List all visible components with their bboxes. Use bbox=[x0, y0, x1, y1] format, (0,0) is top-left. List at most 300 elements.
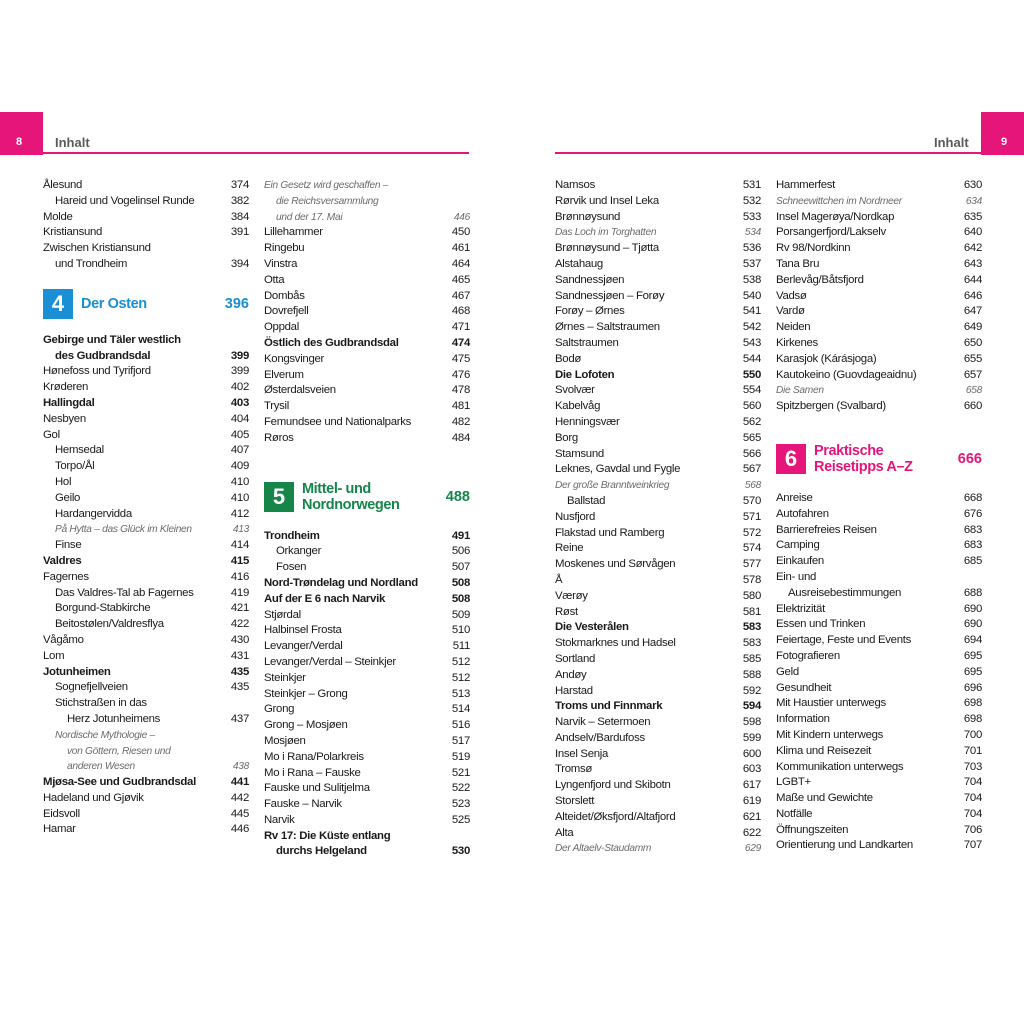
toc-entry[interactable] bbox=[555, 273, 761, 289]
toc-entry[interactable] bbox=[776, 289, 982, 305]
toc-entry-page: 583 bbox=[742, 637, 761, 650]
toc-entry[interactable] bbox=[264, 623, 470, 639]
toc-entry-page: 544 bbox=[742, 352, 761, 365]
toc-entry-title: Sandnessjøen – Forøy bbox=[555, 289, 665, 302]
toc-entry-page: 562 bbox=[742, 415, 761, 428]
toc-entry[interactable] bbox=[43, 443, 249, 459]
toc-entry-title: Fagernes bbox=[43, 570, 89, 583]
toc-entry[interactable] bbox=[555, 178, 761, 194]
toc-entry[interactable] bbox=[776, 775, 982, 791]
toc-entry[interactable] bbox=[264, 655, 470, 671]
toc-entry[interactable] bbox=[776, 241, 982, 257]
toc-entry-page: 465 bbox=[451, 273, 470, 286]
toc-entry[interactable] bbox=[776, 336, 982, 352]
toc-entry[interactable] bbox=[776, 257, 982, 273]
toc-entry[interactable] bbox=[43, 633, 249, 649]
toc-entry[interactable] bbox=[43, 380, 249, 396]
toc-entry-title: Schneewittchen im Nordmeer bbox=[776, 195, 902, 207]
toc-entry[interactable] bbox=[555, 841, 761, 857]
toc-entry-page: 394 bbox=[230, 257, 249, 270]
toc-column-4 bbox=[776, 178, 982, 854]
toc-entry[interactable] bbox=[555, 605, 761, 621]
toc-entry[interactable] bbox=[43, 554, 249, 570]
toc-entry[interactable] bbox=[555, 541, 761, 557]
toc-entry[interactable] bbox=[43, 570, 249, 586]
toc-entry[interactable] bbox=[555, 731, 761, 747]
toc-entry[interactable] bbox=[555, 478, 761, 494]
toc-entry[interactable] bbox=[264, 702, 470, 718]
toc-entry-title: Autofahren bbox=[776, 507, 829, 520]
toc-entry[interactable] bbox=[776, 617, 982, 633]
toc-entry[interactable] bbox=[264, 336, 470, 352]
toc-entry-page: 658 bbox=[965, 385, 982, 397]
toc-entry[interactable] bbox=[264, 797, 470, 813]
toc-entry-title: Lillehammer bbox=[264, 226, 323, 239]
toc-entry[interactable] bbox=[264, 368, 470, 384]
toc-entry-title: die Reichsversammlung bbox=[276, 195, 379, 207]
toc-entry[interactable] bbox=[264, 718, 470, 734]
toc-entry-title: Torpo/Ål bbox=[55, 460, 95, 473]
toc-entry[interactable] bbox=[43, 491, 249, 507]
toc-entry[interactable] bbox=[776, 807, 982, 823]
toc-entry[interactable] bbox=[264, 289, 470, 305]
toc-entry[interactable] bbox=[264, 225, 470, 241]
toc-entry-title: Svolvær bbox=[555, 384, 595, 397]
toc-entry-title: Mosjøen bbox=[264, 734, 306, 747]
toc-entry-page: 416 bbox=[230, 570, 249, 583]
toc-entry[interactable] bbox=[555, 715, 761, 731]
toc-entry-title: Levanger/Verdal – Steinkjer bbox=[264, 655, 396, 668]
toc-entry[interactable] bbox=[264, 352, 470, 368]
toc-entry-page: 415 bbox=[230, 554, 249, 567]
toc-entry[interactable] bbox=[43, 759, 249, 775]
toc-column-2 bbox=[264, 178, 470, 860]
toc-entry-page: 634 bbox=[965, 195, 982, 207]
toc-entry-title: Nesbyen bbox=[43, 412, 86, 425]
toc-entry[interactable] bbox=[43, 257, 249, 273]
toc-entry-page: 523 bbox=[451, 798, 470, 811]
toc-entry-title: Insel Magerøya/Nordkap bbox=[776, 210, 895, 223]
toc-entry-title: Ein- und bbox=[776, 570, 817, 583]
toc-entry-page: 534 bbox=[744, 227, 761, 239]
toc-entry[interactable] bbox=[555, 699, 761, 715]
toc-entry[interactable] bbox=[776, 728, 982, 744]
toc-entry-title: Steinkjer – Grong bbox=[264, 687, 348, 700]
toc-entry[interactable] bbox=[776, 570, 982, 586]
toc-entry-title: Otta bbox=[264, 273, 285, 286]
toc-entry[interactable] bbox=[776, 791, 982, 807]
toc-entry[interactable] bbox=[264, 304, 470, 320]
toc-entry-title: Hallingdal bbox=[43, 396, 95, 409]
toc-entry-page: 685 bbox=[963, 555, 982, 568]
toc-entry-page: 630 bbox=[963, 179, 982, 191]
toc-entry[interactable] bbox=[264, 639, 470, 655]
toc-entry-page: 588 bbox=[742, 668, 761, 681]
toc-entry-page: 647 bbox=[963, 305, 982, 318]
toc-entry-title: Porsangerfjord/Lakselv bbox=[776, 226, 886, 239]
chapter-6-page: 666 bbox=[957, 450, 982, 467]
toc-entry-page: 474 bbox=[451, 336, 470, 349]
toc-entry[interactable] bbox=[555, 431, 761, 447]
toc-entry-title: Steinkjer bbox=[264, 671, 306, 684]
toc-entry-page: 635 bbox=[963, 210, 982, 223]
toc-entry[interactable] bbox=[43, 680, 249, 696]
toc-entry[interactable] bbox=[555, 589, 761, 605]
toc-entry-page: 600 bbox=[742, 747, 761, 760]
toc-entry[interactable] bbox=[555, 462, 761, 478]
chapter-5-heading[interactable] bbox=[264, 481, 470, 513]
toc-entry[interactable] bbox=[555, 399, 761, 415]
toc-entry[interactable] bbox=[43, 241, 249, 257]
toc-entry-page: 482 bbox=[451, 415, 470, 428]
left-running-header: Inhalt bbox=[55, 135, 90, 150]
toc-entry[interactable] bbox=[43, 775, 249, 791]
toc-entry[interactable] bbox=[264, 210, 470, 226]
toc-entry-page: 646 bbox=[963, 289, 982, 302]
toc-entry[interactable] bbox=[555, 573, 761, 589]
toc-entry[interactable] bbox=[43, 428, 249, 444]
toc-entry-title: anderen Wesen bbox=[67, 761, 135, 773]
toc-entry[interactable] bbox=[264, 734, 470, 750]
toc-entry[interactable] bbox=[264, 560, 470, 576]
toc-entry[interactable] bbox=[776, 602, 982, 618]
toc-entry-title: Grong – Mosjøen bbox=[264, 719, 348, 732]
toc-entry[interactable] bbox=[264, 529, 470, 545]
toc-entry[interactable] bbox=[555, 620, 761, 636]
toc-entry-page: 467 bbox=[451, 289, 470, 302]
toc-entry[interactable] bbox=[776, 320, 982, 336]
toc-entry[interactable] bbox=[43, 728, 249, 744]
toc-entry[interactable] bbox=[43, 807, 249, 823]
toc-entry[interactable] bbox=[43, 744, 249, 760]
toc-entry-title: Maße und Gewichte bbox=[776, 792, 873, 805]
toc-entry-page: 603 bbox=[742, 763, 761, 776]
toc-entry-title: Sortland bbox=[555, 652, 596, 665]
toc-entry[interactable] bbox=[264, 383, 470, 399]
toc-entry[interactable] bbox=[264, 576, 470, 592]
toc-entry[interactable] bbox=[43, 475, 249, 491]
toc-entry[interactable] bbox=[43, 396, 249, 412]
toc-list bbox=[264, 178, 470, 447]
toc-entry[interactable] bbox=[264, 592, 470, 608]
toc-entry[interactable] bbox=[776, 523, 982, 539]
toc-entry[interactable] bbox=[43, 507, 249, 523]
toc-entry[interactable] bbox=[555, 368, 761, 384]
toc-entry-title: Stjørdal bbox=[264, 608, 301, 621]
toc-entry-page: 592 bbox=[742, 684, 761, 697]
toc-entry[interactable] bbox=[43, 822, 249, 838]
toc-entry[interactable] bbox=[776, 194, 982, 210]
toc-entry[interactable] bbox=[43, 665, 249, 681]
toc-entry[interactable] bbox=[43, 412, 249, 428]
toc-entry-title: Hareid und Vogelinsel Runde bbox=[55, 194, 195, 207]
toc-entry-page: 484 bbox=[451, 431, 470, 444]
right-header-rule bbox=[555, 152, 981, 154]
toc-entry[interactable] bbox=[776, 744, 982, 760]
toc-entry-title: Der Altaelv-Staudamm bbox=[555, 843, 652, 855]
toc-entry[interactable] bbox=[264, 544, 470, 560]
toc-entry-title: Barrierefreies Reisen bbox=[776, 523, 877, 536]
toc-entry[interactable] bbox=[43, 364, 249, 380]
toc-entry[interactable] bbox=[43, 210, 249, 226]
toc-entry[interactable] bbox=[776, 491, 982, 507]
toc-entry-page: 405 bbox=[230, 428, 249, 441]
toc-entry-page: 644 bbox=[963, 273, 982, 286]
right-page-number: 9 bbox=[1001, 136, 1008, 148]
chapter-4-number-box: 4 bbox=[43, 289, 73, 319]
toc-entry-page: 512 bbox=[451, 671, 470, 684]
toc-entry-page: 402 bbox=[230, 381, 249, 394]
toc-entry[interactable] bbox=[264, 194, 470, 210]
toc-entry-page: 441 bbox=[230, 776, 249, 789]
toc-entry[interactable] bbox=[555, 225, 761, 241]
toc-entry[interactable] bbox=[555, 557, 761, 573]
toc-entry-title: LGBT+ bbox=[776, 776, 811, 789]
toc-entry[interactable] bbox=[776, 210, 982, 226]
toc-entry[interactable] bbox=[555, 352, 761, 368]
toc-entry[interactable] bbox=[43, 194, 249, 210]
toc-entry[interactable] bbox=[555, 415, 761, 431]
toc-entry[interactable] bbox=[776, 368, 982, 384]
toc-entry[interactable] bbox=[776, 586, 982, 602]
toc-entry[interactable] bbox=[555, 241, 761, 257]
toc-entry-page: 537 bbox=[742, 257, 761, 270]
toc-list bbox=[264, 529, 470, 861]
toc-entry[interactable] bbox=[776, 838, 982, 854]
toc-entry-title: Stokmarknes und Hadsel bbox=[555, 637, 676, 650]
toc-entry-title: Sognefjellveien bbox=[55, 681, 128, 694]
toc-entry[interactable] bbox=[264, 399, 470, 415]
toc-entry[interactable] bbox=[264, 813, 470, 829]
toc-entry[interactable] bbox=[43, 601, 249, 617]
toc-entry-title: Nusfjord bbox=[555, 510, 596, 523]
toc-entry[interactable] bbox=[555, 447, 761, 463]
toc-entry-title: Brønnøysund – Tjøtta bbox=[555, 242, 659, 255]
toc-entry[interactable] bbox=[776, 507, 982, 523]
toc-entry[interactable] bbox=[776, 178, 982, 194]
toc-entry-title: Mo i Rana – Fauske bbox=[264, 766, 361, 779]
toc-entry-page: 437 bbox=[230, 712, 249, 725]
toc-entry[interactable] bbox=[776, 538, 982, 554]
toc-entry-title: Klima und Reisezeit bbox=[776, 744, 871, 757]
chapter-4-heading[interactable] bbox=[43, 289, 249, 319]
toc-entry[interactable] bbox=[264, 431, 470, 447]
toc-entry[interactable] bbox=[264, 415, 470, 431]
toc-entry-title: Die Vesterålen bbox=[555, 621, 629, 634]
toc-entry[interactable] bbox=[43, 178, 249, 194]
toc-entry[interactable] bbox=[555, 668, 761, 684]
toc-entry[interactable] bbox=[264, 257, 470, 273]
toc-entry[interactable] bbox=[776, 681, 982, 697]
toc-entry-title: Mit Haustier unterwegs bbox=[776, 697, 886, 710]
toc-entry[interactable] bbox=[555, 636, 761, 652]
toc-list bbox=[43, 178, 249, 273]
toc-entry[interactable] bbox=[264, 781, 470, 797]
toc-entry-page: 435 bbox=[230, 665, 249, 678]
right-running-header: Inhalt bbox=[934, 135, 969, 150]
toc-entry[interactable] bbox=[264, 178, 470, 194]
toc-entry[interactable] bbox=[776, 273, 982, 289]
toc-entry-title: Orkanger bbox=[276, 545, 322, 558]
toc-entry[interactable] bbox=[776, 633, 982, 649]
toc-entry-title: Spitzbergen (Svalbard) bbox=[776, 400, 886, 413]
toc-entry[interactable] bbox=[43, 538, 249, 554]
toc-entry[interactable] bbox=[43, 791, 249, 807]
toc-entry-title: Hemsedal bbox=[55, 444, 104, 457]
toc-entry[interactable] bbox=[43, 522, 249, 538]
toc-entry[interactable] bbox=[555, 257, 761, 273]
toc-entry-title: Lyngenfjord und Skibotn bbox=[555, 779, 671, 792]
toc-entry[interactable] bbox=[555, 794, 761, 810]
chapter-6-number-box: 6 bbox=[776, 444, 806, 474]
toc-entry-page: 568 bbox=[744, 480, 761, 492]
toc-entry-page: 508 bbox=[451, 576, 470, 589]
toc-entry-title: Der große Branntweinkrieg bbox=[555, 480, 670, 492]
toc-entry-page: 571 bbox=[742, 510, 761, 523]
toc-entry-title: Stichstraßen in das bbox=[55, 697, 147, 710]
toc-entry-title: Notfälle bbox=[776, 807, 813, 820]
toc-entry[interactable] bbox=[555, 289, 761, 305]
toc-entry[interactable] bbox=[43, 225, 249, 241]
toc-entry-title: Die Lofoten bbox=[555, 368, 615, 381]
toc-entry-page: 509 bbox=[451, 608, 470, 621]
toc-entry[interactable] bbox=[555, 210, 761, 226]
toc-entry[interactable] bbox=[776, 696, 982, 712]
toc-entry-title: Saltstraumen bbox=[555, 336, 619, 349]
toc-entry[interactable] bbox=[776, 225, 982, 241]
toc-entry[interactable] bbox=[555, 762, 761, 778]
toc-entry[interactable] bbox=[264, 241, 470, 257]
toc-entry-title: Rv 17: Die Küste entlang bbox=[264, 829, 391, 842]
toc-entry[interactable] bbox=[264, 829, 470, 845]
toc-entry-page: 598 bbox=[742, 716, 761, 729]
toc-entry[interactable] bbox=[776, 352, 982, 368]
toc-entry-title: Hamar bbox=[43, 823, 76, 836]
toc-entry[interactable] bbox=[776, 649, 982, 665]
toc-entry[interactable] bbox=[43, 333, 249, 349]
toc-entry[interactable] bbox=[776, 304, 982, 320]
toc-entry-title: Alteidet/Øksfjord/Altafjord bbox=[555, 810, 676, 823]
toc-entry-title: Molde bbox=[43, 210, 73, 223]
toc-entry[interactable] bbox=[555, 336, 761, 352]
toc-entry[interactable] bbox=[776, 760, 982, 776]
toc-entry-page: 683 bbox=[963, 523, 982, 536]
toc-entry[interactable] bbox=[555, 494, 761, 510]
toc-entry-title: Öffnungszeiten bbox=[776, 823, 849, 836]
toc-entry-page: 619 bbox=[742, 795, 761, 808]
toc-entry-page: 690 bbox=[963, 618, 982, 631]
toc-list bbox=[555, 178, 761, 857]
toc-entry[interactable] bbox=[43, 649, 249, 665]
toc-entry-title: Beitostølen/Valdresflya bbox=[55, 618, 164, 631]
chapter-4-title bbox=[73, 296, 225, 312]
toc-entry-title: Leknes, Gavdal und Fygle bbox=[555, 463, 681, 476]
toc-entry-title: Harstad bbox=[555, 684, 593, 697]
toc-entry-page: 431 bbox=[230, 649, 249, 662]
toc-entry-title: Bodø bbox=[555, 352, 582, 365]
toc-entry-page: 668 bbox=[963, 491, 982, 504]
toc-entry[interactable] bbox=[264, 608, 470, 624]
toc-entry[interactable] bbox=[555, 194, 761, 210]
toc-entry[interactable] bbox=[264, 687, 470, 703]
toc-entry[interactable] bbox=[264, 844, 470, 860]
toc-entry[interactable] bbox=[776, 399, 982, 415]
toc-entry-title: Eidsvoll bbox=[43, 807, 80, 820]
toc-entry[interactable] bbox=[43, 349, 249, 365]
toc-entry-page: 471 bbox=[451, 321, 470, 334]
toc-entry[interactable] bbox=[264, 273, 470, 289]
toc-entry[interactable] bbox=[776, 554, 982, 570]
toc-entry[interactable] bbox=[264, 320, 470, 336]
toc-entry[interactable] bbox=[776, 665, 982, 681]
toc-entry[interactable] bbox=[555, 684, 761, 700]
toc-entry[interactable] bbox=[555, 810, 761, 826]
toc-entry-page: 422 bbox=[230, 618, 249, 631]
toc-entry[interactable] bbox=[776, 823, 982, 839]
toc-entry[interactable] bbox=[555, 510, 761, 526]
toc-entry[interactable] bbox=[264, 671, 470, 687]
toc-entry-title: Vinstra bbox=[264, 257, 298, 270]
toc-entry[interactable] bbox=[43, 696, 249, 712]
toc-entry-page: 695 bbox=[963, 665, 982, 678]
toc-entry-title: durchs Helgeland bbox=[276, 845, 367, 858]
toc-entry-title: Kautokeino (Guovdageaidnu) bbox=[776, 368, 917, 381]
toc-entry-title: Reine bbox=[555, 542, 584, 555]
chapter-6-heading[interactable] bbox=[776, 443, 982, 475]
toc-entry-page: 481 bbox=[451, 400, 470, 413]
toc-entry-title: Die Samen bbox=[776, 385, 824, 397]
toc-entry-title: Finse bbox=[55, 539, 82, 552]
toc-entry-page: 580 bbox=[742, 589, 761, 602]
toc-entry-page: 566 bbox=[742, 447, 761, 460]
toc-entry[interactable] bbox=[555, 778, 761, 794]
toc-entry-page: 550 bbox=[742, 368, 761, 381]
toc-entry[interactable] bbox=[555, 383, 761, 399]
toc-entry[interactable] bbox=[555, 304, 761, 320]
toc-entry[interactable] bbox=[776, 383, 982, 399]
toc-entry[interactable] bbox=[43, 617, 249, 633]
toc-entry[interactable] bbox=[555, 826, 761, 842]
toc-entry-page: 642 bbox=[963, 242, 982, 255]
toc-entry[interactable] bbox=[43, 712, 249, 728]
toc-entry-title: Hardangervidda bbox=[55, 507, 132, 520]
toc-entry-page: 419 bbox=[230, 586, 249, 599]
toc-entry[interactable] bbox=[43, 586, 249, 602]
toc-entry[interactable] bbox=[776, 712, 982, 728]
toc-entry[interactable] bbox=[43, 459, 249, 475]
toc-entry-title: Sandnessjøen bbox=[555, 273, 625, 286]
toc-entry-title: Nordische Mythologie – bbox=[55, 729, 155, 741]
toc-entry[interactable] bbox=[555, 652, 761, 668]
toc-entry-title: des Gudbrandsdal bbox=[55, 349, 151, 362]
toc-entry[interactable] bbox=[555, 320, 761, 336]
toc-entry[interactable] bbox=[555, 526, 761, 542]
toc-entry-title: Fotografieren bbox=[776, 649, 840, 662]
toc-entry[interactable] bbox=[264, 766, 470, 782]
toc-entry-title: Neiden bbox=[776, 321, 811, 334]
toc-entry-page: 442 bbox=[230, 791, 249, 804]
toc-entry-page: 572 bbox=[742, 526, 761, 539]
toc-entry-title: Andselv/Bardufoss bbox=[555, 731, 645, 744]
toc-entry-page: 510 bbox=[451, 624, 470, 637]
toc-entry[interactable] bbox=[555, 747, 761, 763]
toc-entry[interactable] bbox=[264, 750, 470, 766]
toc-entry-page: 570 bbox=[742, 494, 761, 507]
toc-entry-page: 574 bbox=[742, 542, 761, 555]
toc-entry-page: 476 bbox=[451, 368, 470, 381]
toc-entry-page: 650 bbox=[963, 336, 982, 349]
toc-entry-title: und der 17. Mai bbox=[276, 211, 343, 223]
